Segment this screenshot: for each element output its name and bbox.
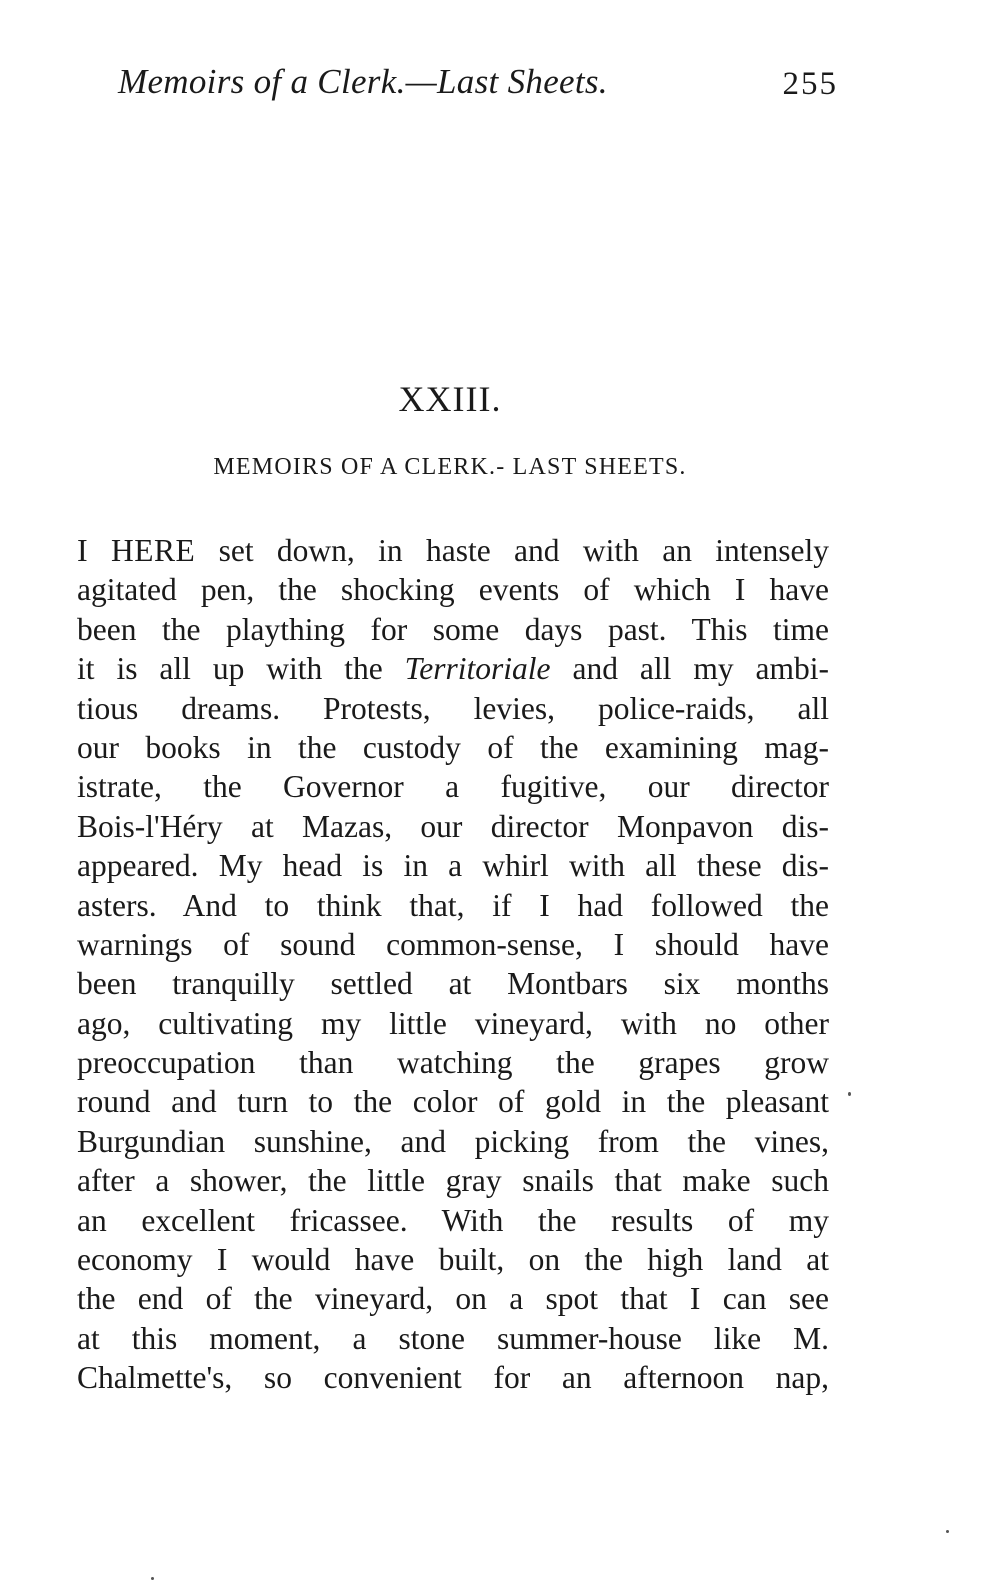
body-text [77,531,829,1398]
text-line: Chalmette's, so convenient for an afternoon nap, [77,1360,829,1396]
text-line [77,649,829,688]
text-line: economy I would have built, on the high land at [77,1242,829,1278]
text-line: warnings of sound common-sense, I should have [77,926,829,962]
text-line: istrate, the Governor a fugitive, our director [77,769,829,805]
print-speck [151,1577,154,1580]
line-text: and all my ambi- [572,651,830,687]
text-line [77,531,829,570]
text-line: our books in the custody of the examining mag- [77,729,829,765]
first-word: HERE [111,533,196,568]
text-line: asters. And to think that, if I had followed the [77,887,829,923]
text-line: the end of the vineyard, on a spot that I can see [77,1281,829,1317]
print-speck [848,1092,851,1096]
line-text: set down, in haste and with an intensely [218,533,830,568]
text-line: Bois-l'Héry at Mazas, our director Monpavon dis- [77,808,829,844]
chapter-number: XXIII. [398,379,502,419]
text-line: after a shower, the little gray snails that make such [77,1163,829,1199]
line-text: it is all up with the [77,651,383,687]
text-line: ago, cultivating my little vineyard, with no other [77,1005,829,1041]
text-line: at this moment, a stone summer-house like M. [77,1320,829,1356]
text-line: been tranquilly settled at Montbars six months [77,966,829,1002]
running-head [118,62,838,106]
print-speck [946,1530,949,1533]
page-number: 255 [782,66,838,102]
initial-letter: I [77,532,88,568]
text-line: been the plaything for some days past. This time [77,611,829,647]
italic-term: Territoriale [404,651,551,687]
text-line: agitated pen, the shocking events of which I have [77,572,829,608]
text-line: preoccupation than watching the grapes grow [77,1045,829,1081]
chapter-title: MEMOIRS OF A CLERK.- LAST SHEETS. [213,454,687,480]
text-line: round and turn to the color of gold in the pleasant [77,1084,829,1120]
running-title: Memoirs of a Clerk.—Last Sheets. [118,62,608,101]
text-line: an excellent fricassee. With the results of my [77,1202,829,1238]
text-line: appeared. My head is in a whirl with all these dis- [77,848,829,884]
text-line: Burgundian sunshine, and picking from the vines, [77,1123,829,1159]
text-line: tious dreams. Protests, levies, police-raids, all [77,690,829,726]
